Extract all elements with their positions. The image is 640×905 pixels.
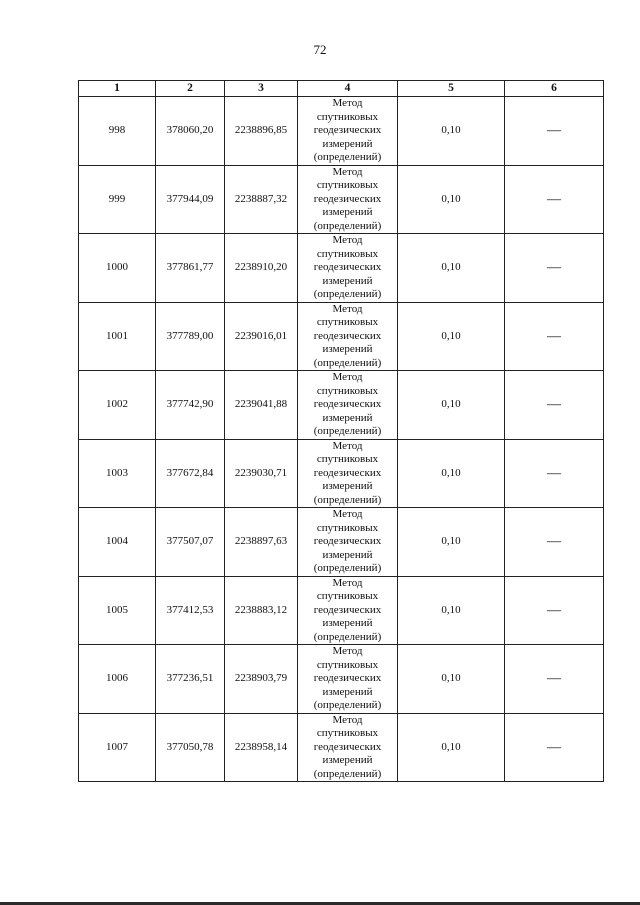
page-number: 72 [313,42,327,57]
method-cell [298,97,398,166]
method-cell [298,371,398,440]
table-row [79,371,604,440]
method-text-line: (определений) [313,630,382,643]
method-text-line: геодезических [313,261,382,273]
x-coordinate-cell: 377861,77 [156,234,225,303]
point-number-cell: 1007 [79,713,156,782]
method-text-line: измерений [322,274,373,287]
method-text-line: (определений) [313,699,382,711]
precision-cell: 0,10 [398,165,505,234]
note-cell: — [505,371,604,440]
x-coordinate-cell: 378060,20 [156,97,225,166]
method-cell [298,439,398,508]
point-number-cell: 1006 [79,645,156,714]
table-row [79,576,604,645]
y-coordinate-cell: 2238958,14 [225,713,298,782]
point-number-cell: 1001 [79,302,156,371]
table-row [79,508,604,577]
method-text-line: Метод [332,234,363,246]
method-text-line: (определений) [313,288,382,300]
method-text-line: (определений) [313,219,382,232]
method-text-line: Метод [332,576,363,589]
y-coordinate-cell: 2238896,85 [225,97,298,166]
method-text-line: спутниковых [316,727,379,739]
note-cell: — [505,645,604,714]
y-coordinate-cell: 2238883,12 [225,576,298,645]
point-number-cell: 998 [79,97,156,166]
precision-cell: 0,10 [398,713,505,782]
coordinates-table [78,80,604,782]
point-number-cell: 1002 [79,371,156,440]
method-text-line: измерений [322,206,373,218]
method-text-line: геодезических [313,466,382,479]
precision-cell: 0,10 [398,371,505,440]
note-cell: — [505,508,604,577]
method-text-line: Метод [332,508,363,520]
point-number-cell: 1005 [79,576,156,645]
precision-cell: 0,10 [398,234,505,303]
table-header-row [79,81,604,97]
point-number-cell: 1004 [79,508,156,577]
table-row [79,713,604,782]
method-text-line: (определений) [313,493,382,506]
method-text-line: геодезических [313,398,382,410]
table-row [79,439,604,508]
precision-cell: 0,10 [398,645,505,714]
note-cell: — [505,97,604,166]
y-coordinate-cell: 2238910,20 [225,234,298,303]
method-text-line: Метод [332,645,363,657]
precision-cell: 0,10 [398,576,505,645]
method-text-line: Метод [332,439,363,452]
note-cell: — [505,302,604,371]
table-row [79,645,604,714]
y-coordinate-cell: 2238903,79 [225,645,298,714]
column-header-4: 4 [298,81,398,97]
note-cell: — [505,439,604,508]
method-text-line: измерений [322,480,373,492]
method-text-line: спутниковых [316,521,379,534]
method-cell [298,234,398,303]
y-coordinate-cell: 2239030,71 [225,439,298,508]
method-cell [298,165,398,234]
y-coordinate-cell: 2239041,88 [225,371,298,440]
column-header-5: 5 [398,81,505,97]
method-text-line: геодезических [313,192,382,205]
table-row [79,302,604,371]
method-text-line: геодезических [313,672,382,684]
column-header-3: 3 [225,81,298,97]
method-cell [298,302,398,371]
method-text-line: спутниковых [316,453,379,465]
x-coordinate-cell: 377236,51 [156,645,225,714]
x-coordinate-cell: 377507,07 [156,508,225,577]
method-text-line: (определений) [313,562,382,574]
method-text-line: спутниковых [316,384,379,397]
method-text-line: измерений [322,137,373,150]
method-text-line: измерений [322,617,373,629]
x-coordinate-cell: 377050,78 [156,713,225,782]
method-text-line: геодезических [313,124,382,136]
x-coordinate-cell: 377789,00 [156,302,225,371]
method-text-line: (определений) [313,425,382,437]
method-text-line: спутниковых [316,658,379,671]
method-cell [298,645,398,714]
method-text-line: геодезических [313,329,382,342]
method-text-line: Метод [332,97,363,109]
note-cell: — [505,576,604,645]
x-coordinate-cell: 377412,53 [156,576,225,645]
method-text-line: измерений [322,685,373,698]
method-text-line: (определений) [313,356,382,369]
table-row [79,234,604,303]
point-number-cell: 999 [79,165,156,234]
method-text-line: спутниковых [316,110,379,123]
method-text-line: спутниковых [316,316,379,328]
note-cell: — [505,713,604,782]
method-text-line: (определений) [313,767,382,780]
precision-cell: 0,10 [398,439,505,508]
method-cell [298,576,398,645]
method-text-line: геодезических [313,535,382,547]
table-row [79,97,604,166]
precision-cell: 0,10 [398,508,505,577]
point-number-cell: 1003 [79,439,156,508]
x-coordinate-cell: 377672,84 [156,439,225,508]
method-text-line: спутниковых [316,179,379,191]
method-text-line: спутниковых [316,590,379,602]
table-row [79,165,604,234]
precision-cell: 0,10 [398,302,505,371]
method-text-line: геодезических [313,740,382,753]
method-text-line: геодезических [313,603,382,616]
y-coordinate-cell: 2238887,32 [225,165,298,234]
note-cell: — [505,165,604,234]
method-text-line: Метод [332,165,363,178]
point-number-cell: 1000 [79,234,156,303]
method-text-line: измерений [322,754,373,766]
column-header-6: 6 [505,81,604,97]
precision-cell: 0,10 [398,97,505,166]
method-cell [298,508,398,577]
method-text-line: спутниковых [316,247,379,260]
column-header-1: 1 [79,81,156,97]
method-text-line: Метод [332,371,363,383]
y-coordinate-cell: 2238897,63 [225,508,298,577]
method-text-line: Метод [332,302,363,315]
method-text-line: измерений [322,548,373,561]
method-text-line: (определений) [313,151,382,163]
method-cell [298,713,398,782]
x-coordinate-cell: 377944,09 [156,165,225,234]
x-coordinate-cell: 377742,90 [156,371,225,440]
column-header-2: 2 [156,81,225,97]
method-text-line: измерений [322,411,373,424]
method-text-line: Метод [332,713,363,726]
y-coordinate-cell: 2239016,01 [225,302,298,371]
method-text-line: измерений [322,343,373,355]
note-cell: — [505,234,604,303]
